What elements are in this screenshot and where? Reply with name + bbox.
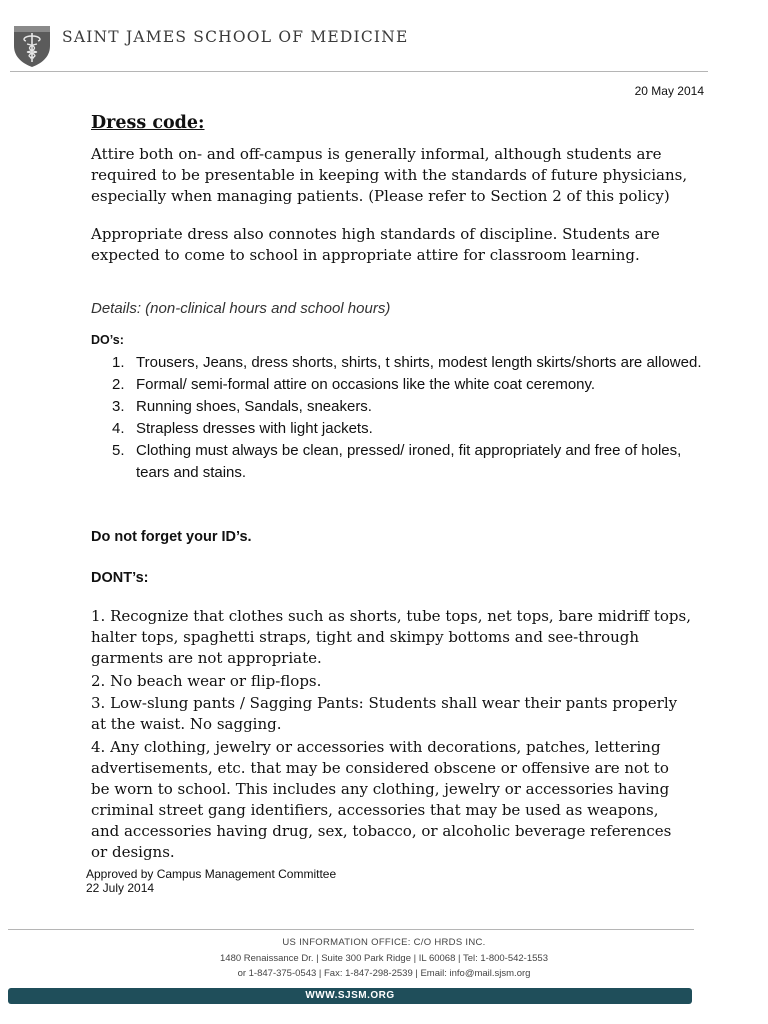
list-text: Strapless dresses with light jackets. bbox=[136, 420, 373, 437]
list-item: 3. Low-slung pants / Sagging Pants: Students shall wear their pants properly at the waist. No sagging. bbox=[91, 694, 678, 733]
discipline-paragraph: Appropriate dress also connotes high standards of discipline. Students are expected to come to school in appropriate attire for classroom learning. bbox=[91, 225, 660, 264]
footer-address: 1480 Renaissance Dr. | Suite 300 Park Ridge | IL 60068 | Tel: 1-800-542-1553 bbox=[220, 953, 548, 964]
list-number: 1. bbox=[112, 354, 125, 371]
list-item bbox=[112, 418, 702, 440]
caduceus-shield-icon bbox=[12, 24, 52, 68]
footer-contact: or 1-847-375-0543 | Fax: 1-847-298-2539 | Email: info@mail.sjsm.org bbox=[237, 968, 531, 979]
list-number: 2. bbox=[112, 376, 125, 393]
dos-heading: DO’s: bbox=[91, 333, 124, 347]
list-number: 4. bbox=[112, 420, 125, 437]
list-item: 4. Any clothing, jewelry or accessories with decorations, patches, lettering advertisements, etc. that may be considered obscene or offensive are not to be worn to school. This includes any clothing, jewelry or accessories having criminal street gang identifiers, accessories that may be used as weapons, and accessories having drug, sex, tobacco, or alcoholic beverage references or designs. bbox=[91, 737, 672, 861]
page-title: Dress code: bbox=[91, 113, 205, 133]
school-name: SAINT JAMES SCHOOL OF MEDICINE bbox=[62, 28, 409, 46]
document-date: 20 May 2014 bbox=[634, 84, 704, 98]
intro-paragraph: Attire both on- and off-campus is generally informal, although students are required to be presentable in keeping with the standards of future physicians, especially when managing patients. (Please refer to Section 2 of this policy) bbox=[91, 145, 688, 205]
details-subheading: Details: (non-clinical hours and school hours) bbox=[91, 300, 391, 317]
approval-line: Approved by Campus Management Committee bbox=[86, 867, 337, 881]
list-item bbox=[112, 352, 702, 374]
list-text: Trousers, Jeans, dress shorts, shirts, t shirts, modest length skirts/shorts are allowed. bbox=[136, 354, 702, 371]
list-number: 3. bbox=[112, 398, 125, 415]
footer-office: US INFORMATION OFFICE: C/O HRDS INC. bbox=[282, 937, 486, 948]
list-number: 5. bbox=[112, 442, 125, 459]
approval-note bbox=[86, 867, 336, 895]
website-bar: WWW.SJSM.ORG bbox=[8, 988, 692, 1004]
donts-list bbox=[91, 606, 691, 864]
list-text: Clothing must always be clean, pressed/ ironed, fit appropriately and free of holes, tears and stains. bbox=[136, 442, 682, 481]
dos-list bbox=[112, 352, 702, 484]
approval-date: 22 July 2014 bbox=[86, 881, 155, 895]
list-item bbox=[112, 374, 702, 396]
header-divider bbox=[10, 71, 708, 72]
footer-divider bbox=[8, 929, 694, 930]
list-item: 1. Recognize that clothes such as shorts, tube tops, net tops, bare midriff tops, halter tops, spaghetti straps, tight and skimpy bottoms and see-through garments are not appropriate. bbox=[91, 607, 691, 667]
donts-heading: DONT’s: bbox=[91, 570, 149, 586]
list-text: Running shoes, Sandals, sneakers. bbox=[136, 398, 372, 415]
list-text: Formal/ semi-formal attire on occasions like the white coat ceremony. bbox=[136, 376, 596, 393]
list-item bbox=[112, 440, 702, 484]
id-reminder: Do not forget your ID’s. bbox=[91, 529, 252, 545]
list-item: 2. No beach wear or flip-flops. bbox=[91, 671, 322, 690]
list-item bbox=[112, 396, 702, 418]
